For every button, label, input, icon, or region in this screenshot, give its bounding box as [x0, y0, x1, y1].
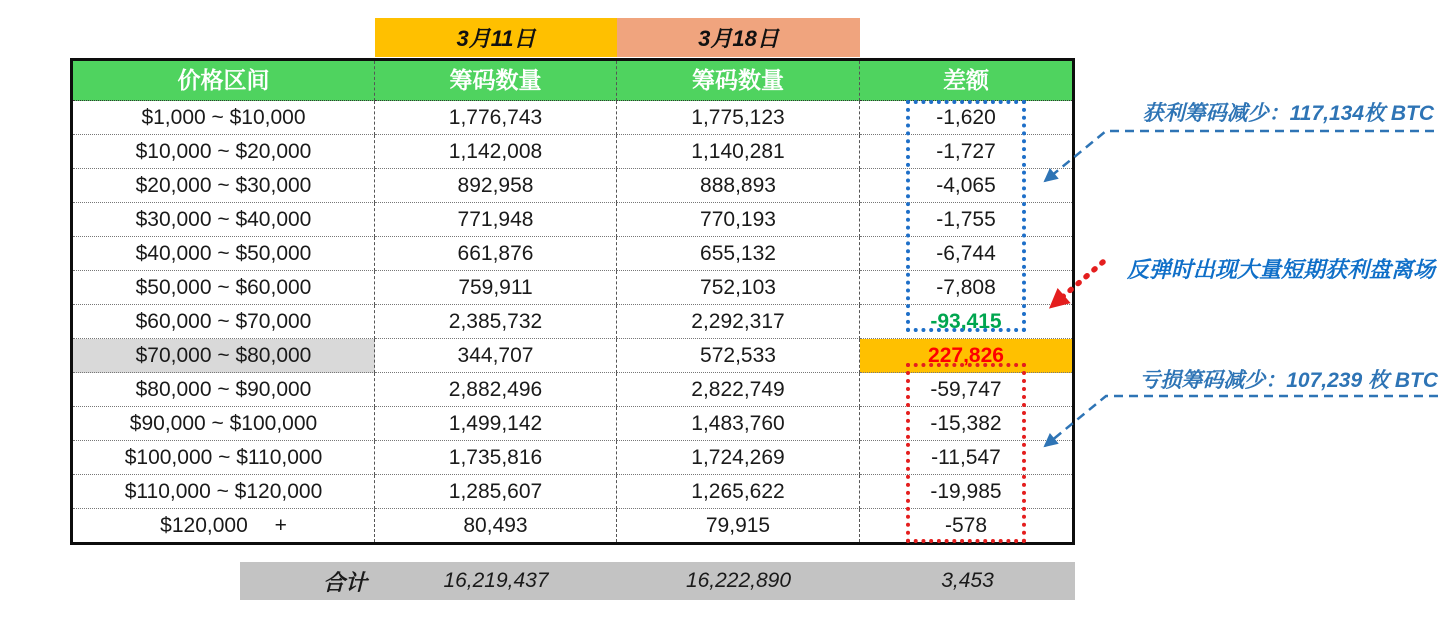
diff-cell: -578	[944, 514, 988, 537]
table-row	[73, 237, 1072, 271]
loss-annotation: 亏损筹码减少：107,239 枚 BTC	[1139, 369, 1438, 392]
column-header-price-range: 价格区间	[73, 61, 375, 101]
column-header-mar18-qty: 筹码数量	[617, 61, 860, 101]
price-range-cell: $60,000 ~ $70,000	[73, 305, 375, 339]
mar11-qty-cell: 1,285,607	[375, 475, 617, 509]
mar11-qty-cell: 1,735,816	[375, 441, 617, 475]
date-band-mar18: 3月18日	[617, 18, 860, 57]
diff-cell: -1,727	[860, 135, 1072, 169]
totals-row	[240, 562, 1075, 600]
mar18-qty-cell: 888,893	[617, 169, 860, 203]
table-header-row	[73, 61, 1072, 101]
diff-cell: 227,826	[860, 339, 1072, 373]
mar18-qty-cell: 2,822,749	[617, 373, 860, 407]
rebound-annotation: 反弹时出现大量短期获利盘离场	[1126, 257, 1435, 282]
price-range-cell: $10,000 ~ $20,000	[73, 135, 375, 169]
diff-cell: -6,744	[860, 237, 1072, 271]
loss-leader-arrow	[1045, 396, 1438, 446]
table-row	[73, 169, 1072, 203]
diff-cell: -4,065	[860, 169, 1072, 203]
price-range-cell: $90,000 ~ $100,000	[73, 407, 375, 441]
diff-cell: -93,415	[860, 305, 1072, 339]
price-range-cell: $120,000 +	[73, 509, 375, 542]
table-row	[73, 135, 1072, 169]
mar18-qty-cell: 2,292,317	[617, 305, 860, 339]
table-row	[73, 271, 1072, 305]
profit-leader-arrow	[1045, 131, 1434, 181]
mar11-qty-cell: 892,958	[375, 169, 617, 203]
table-row	[73, 339, 1072, 373]
column-header-diff: 差额	[860, 61, 1072, 101]
totals-mar18: 16,222,890	[685, 569, 792, 592]
totals-mar11: 16,219,437	[443, 569, 549, 592]
mar11-qty-cell: 661,876	[375, 237, 617, 271]
table-row	[73, 305, 1072, 339]
table-row	[73, 509, 1072, 542]
price-range-cell: $1,000 ~ $10,000	[73, 101, 375, 135]
price-range-cell: $80,000 ~ $90,000	[73, 373, 375, 407]
mar11-qty-cell: 1,142,008	[375, 135, 617, 169]
mar11-qty-cell: 1,776,743	[375, 101, 617, 135]
table-row	[73, 203, 1072, 237]
diff-cell: -59,747	[860, 373, 1072, 407]
mar11-qty-cell: 80,493	[375, 509, 617, 542]
mar11-qty-cell: 344,707	[375, 339, 617, 373]
mar18-qty-cell: 79,915	[617, 509, 860, 542]
column-header-mar11-qty: 筹码数量	[375, 61, 617, 101]
mar18-qty-cell: 1,140,281	[617, 135, 860, 169]
chip-table	[70, 58, 1075, 545]
table-row	[73, 407, 1072, 441]
table-row	[73, 475, 1072, 509]
mar18-qty-cell: 1,483,760	[617, 407, 860, 441]
table-row	[73, 101, 1072, 135]
table-body	[73, 101, 1072, 542]
price-range-cell: $110,000 ~ $120,000	[73, 475, 375, 509]
mar11-qty-cell: 771,948	[375, 203, 617, 237]
diff-cell: -1,620	[860, 101, 1072, 135]
diff-cell: -19,985	[860, 475, 1072, 509]
price-range-cell: $20,000 ~ $30,000	[73, 169, 375, 203]
price-range-cell: $70,000 ~ $80,000	[73, 339, 375, 373]
mar18-qty-cell: 1,775,123	[617, 101, 860, 135]
diff-cell: -7,808	[860, 271, 1072, 305]
mar18-qty-cell: 770,193	[617, 203, 860, 237]
date-band-mar11: 3月11日	[375, 18, 617, 57]
totals-diff: 3,453	[941, 569, 994, 592]
diff-cell: -1,755	[860, 203, 1072, 237]
table-row	[73, 441, 1072, 475]
mar18-qty-cell: 655,132	[617, 237, 860, 271]
price-range-cell: $50,000 ~ $60,000	[73, 271, 375, 305]
mar11-qty-cell: 759,911	[375, 271, 617, 305]
mar11-qty-cell: 2,385,732	[375, 305, 617, 339]
mar11-qty-cell: 2,882,496	[375, 373, 617, 407]
price-range-cell: $100,000 ~ $110,000	[73, 441, 375, 475]
diff-cell: -15,382	[860, 407, 1072, 441]
table-row	[73, 373, 1072, 407]
mar18-qty-cell: 752,103	[617, 271, 860, 305]
mar18-qty-cell: 1,265,622	[617, 475, 860, 509]
profit-annotation: 获利筹码减少：117,134枚 BTC	[1142, 102, 1434, 125]
price-range-cell: $30,000 ~ $40,000	[73, 203, 375, 237]
mar11-qty-cell: 1,499,142	[375, 407, 617, 441]
mar18-qty-cell: 572,533	[617, 339, 860, 373]
price-range-cell: $40,000 ~ $50,000	[73, 237, 375, 271]
mar18-qty-cell: 1,724,269	[617, 441, 860, 475]
diff-cell: -11,547	[860, 441, 1072, 475]
totals-label: 合计	[322, 569, 367, 595]
